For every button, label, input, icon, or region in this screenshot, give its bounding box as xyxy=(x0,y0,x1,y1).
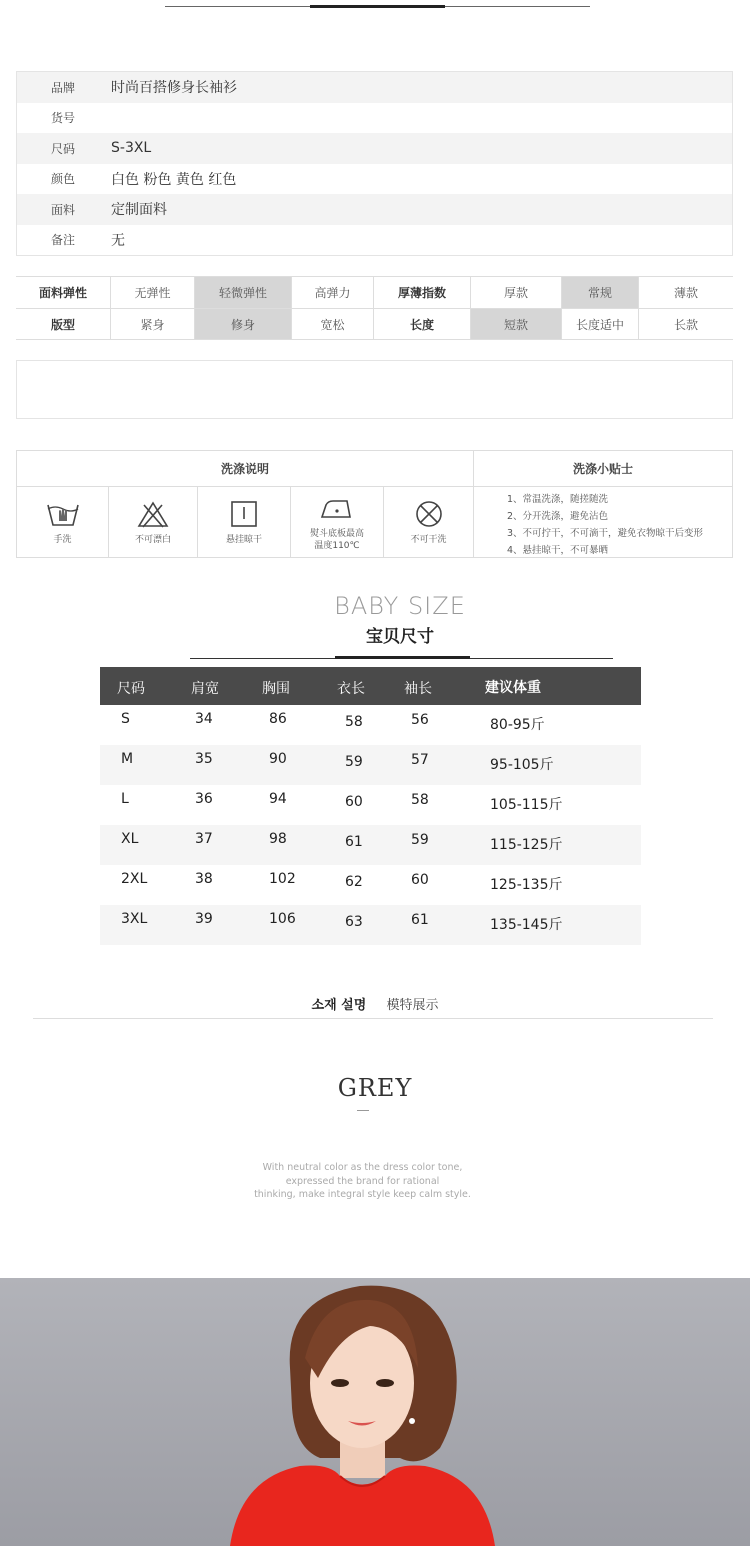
size-cell: 94 xyxy=(269,791,287,807)
wash-item xyxy=(109,487,198,557)
size-cell: 62 xyxy=(345,874,363,890)
color-description xyxy=(200,1161,525,1202)
iron-icon xyxy=(319,493,355,523)
section-tabs xyxy=(0,994,750,1013)
top-divider-accent xyxy=(310,5,445,8)
table-row xyxy=(100,705,641,745)
spec-value: 时尚百搭修身长袖衫 xyxy=(111,80,237,97)
attr-option: 长度适中 xyxy=(562,309,639,339)
model-illustration xyxy=(0,1278,750,1546)
attr-option-selected: 修身 xyxy=(195,309,292,339)
spec-value: 无 xyxy=(111,232,125,249)
attr-option: 紧身 xyxy=(111,309,195,339)
attr-header: 长度 xyxy=(374,309,471,339)
size-cell: 36 xyxy=(195,791,213,807)
attr-header: 面料弹性 xyxy=(16,277,111,308)
spec-row xyxy=(17,133,732,164)
attr-option: 宽松 xyxy=(292,309,374,339)
desc-line: expressed the brand for rational xyxy=(285,1175,440,1187)
wash-tip: 2、分开洗涤，避免沾色 xyxy=(507,511,609,522)
size-cell: 60 xyxy=(411,872,429,888)
size-cell: 102 xyxy=(269,871,296,887)
size-title-cn: 宝贝尺寸 xyxy=(366,627,434,647)
wash-label: 手洗 xyxy=(53,534,72,545)
spec-key: 尺码 xyxy=(50,141,75,156)
wash-tip: 3、不可拧干，不可滴干，避免衣物晾干后变形 xyxy=(507,528,704,539)
spec-key: 品牌 xyxy=(50,80,75,95)
no-bleach-icon xyxy=(135,499,171,529)
wash-item xyxy=(17,487,109,557)
wash-item xyxy=(384,487,474,557)
empty-info-box xyxy=(16,360,733,419)
spec-row xyxy=(17,103,732,134)
size-col-header: 袖长 xyxy=(404,681,432,697)
size-cell: 59 xyxy=(345,754,363,770)
size-cell: 39 xyxy=(195,911,213,927)
size-cell: 58 xyxy=(345,714,363,730)
spec-row xyxy=(17,194,732,225)
spec-value: 定制面料 xyxy=(111,202,167,219)
size-cell: 95-105斤 xyxy=(490,757,554,773)
size-cell: 2XL xyxy=(121,871,148,887)
size-cell: 59 xyxy=(411,832,429,848)
wash-tips-header: 洗涤小贴士 xyxy=(474,451,732,487)
wash-tip: 4、悬挂晾干，不可暴晒 xyxy=(507,545,609,556)
color-title: GREY xyxy=(337,1074,413,1102)
color-title-dash xyxy=(357,1110,369,1111)
size-divider-accent xyxy=(335,656,470,659)
spec-key: 颜色 xyxy=(50,172,75,187)
size-cell: 60 xyxy=(345,794,363,810)
size-col-header: 肩宽 xyxy=(191,681,219,697)
size-cell: 61 xyxy=(411,912,429,928)
attr-option-selected: 轻微弹性 xyxy=(195,277,292,308)
desc-line: thinking, make integral style keep calm style. xyxy=(254,1189,471,1200)
size-cell: 106 xyxy=(269,911,296,927)
spec-value: 白色 粉色 黄色 红色 xyxy=(111,171,237,188)
wash-tips xyxy=(507,491,732,559)
spec-row xyxy=(17,164,732,195)
size-cell: XL xyxy=(121,831,139,847)
size-cell: 37 xyxy=(195,831,213,847)
attribute-grid xyxy=(16,276,733,340)
size-cell: 56 xyxy=(411,712,429,728)
size-cell: 105-115斤 xyxy=(490,797,563,813)
attr-header: 厚薄指数 xyxy=(374,277,471,308)
wash-header: 洗涤说明 xyxy=(17,451,474,487)
table-row xyxy=(100,865,641,905)
size-cell: 35 xyxy=(195,751,213,767)
attr-option: 无弹性 xyxy=(111,277,195,308)
size-col-header: 衣长 xyxy=(337,681,365,697)
attribute-row-fit xyxy=(16,308,733,339)
size-cell: 34 xyxy=(195,711,213,727)
attr-option: 薄款 xyxy=(673,286,698,300)
size-col-header: 建议体重 xyxy=(485,680,541,696)
size-cell: 135-145斤 xyxy=(490,917,563,933)
size-cell: 38 xyxy=(195,871,213,887)
size-title-en: BABY SIZE xyxy=(334,592,466,620)
wash-table xyxy=(16,450,733,558)
tab-material[interactable]: 소재 설명 xyxy=(311,998,367,1013)
model-photo xyxy=(0,1278,750,1546)
attr-option-selected: 短款 xyxy=(471,309,562,339)
size-cell: 3XL xyxy=(121,911,148,927)
attr-option: 长款 xyxy=(673,317,698,332)
size-cell: 125-135斤 xyxy=(490,877,563,893)
wash-item xyxy=(291,487,384,557)
tab-model[interactable]: 模特展示 xyxy=(386,998,439,1013)
size-cell: M xyxy=(121,751,134,767)
hand-wash-icon xyxy=(45,499,81,529)
size-cell: L xyxy=(121,791,129,807)
attr-header: 版型 xyxy=(16,309,111,339)
size-cell: 115-125斤 xyxy=(490,837,563,853)
attr-option: 厚款 xyxy=(471,277,562,308)
wash-label: 不可漂白 xyxy=(134,534,171,545)
size-col-header: 尺码 xyxy=(117,681,145,697)
spec-table xyxy=(16,71,733,256)
table-row xyxy=(100,825,641,865)
size-cell: 63 xyxy=(345,914,363,930)
hang-dry-icon xyxy=(226,499,262,529)
spec-key: 备注 xyxy=(50,233,75,248)
wash-label: 熨斗底板最高 温度110℃ xyxy=(309,528,364,551)
size-cell: 61 xyxy=(345,834,363,850)
table-row xyxy=(100,785,641,825)
attr-option-selected: 常规 xyxy=(562,277,639,308)
desc-line: With neutral color as the dress color tone, xyxy=(262,1162,463,1173)
size-cell: 86 xyxy=(269,711,287,727)
table-row xyxy=(100,905,641,945)
attribute-row-elasticity xyxy=(16,277,733,308)
table-row xyxy=(100,745,641,785)
wash-label: 悬挂晾干 xyxy=(225,534,262,545)
wash-item xyxy=(198,487,291,557)
size-cell: 98 xyxy=(269,831,287,847)
spec-row xyxy=(17,225,732,256)
spec-key: 面料 xyxy=(50,202,75,217)
no-dry-clean-icon xyxy=(411,499,447,529)
attr-option: 高弹力 xyxy=(292,277,374,308)
size-table xyxy=(100,667,641,945)
wash-label: 不可干洗 xyxy=(410,534,447,545)
spec-key: 货号 xyxy=(50,111,75,126)
size-cell: 90 xyxy=(269,751,287,767)
spec-row xyxy=(17,72,732,103)
tabs-divider xyxy=(33,1018,713,1019)
size-cell: 57 xyxy=(411,752,429,768)
size-col-header: 胸围 xyxy=(262,681,290,697)
spec-value: S-3XL xyxy=(111,140,152,157)
size-cell: 80-95斤 xyxy=(490,717,545,733)
size-cell: S xyxy=(121,711,130,727)
size-cell: 58 xyxy=(411,792,429,808)
wash-tip: 1、常温洗涤，随搓随洗 xyxy=(507,494,609,505)
size-table-header xyxy=(100,667,641,705)
